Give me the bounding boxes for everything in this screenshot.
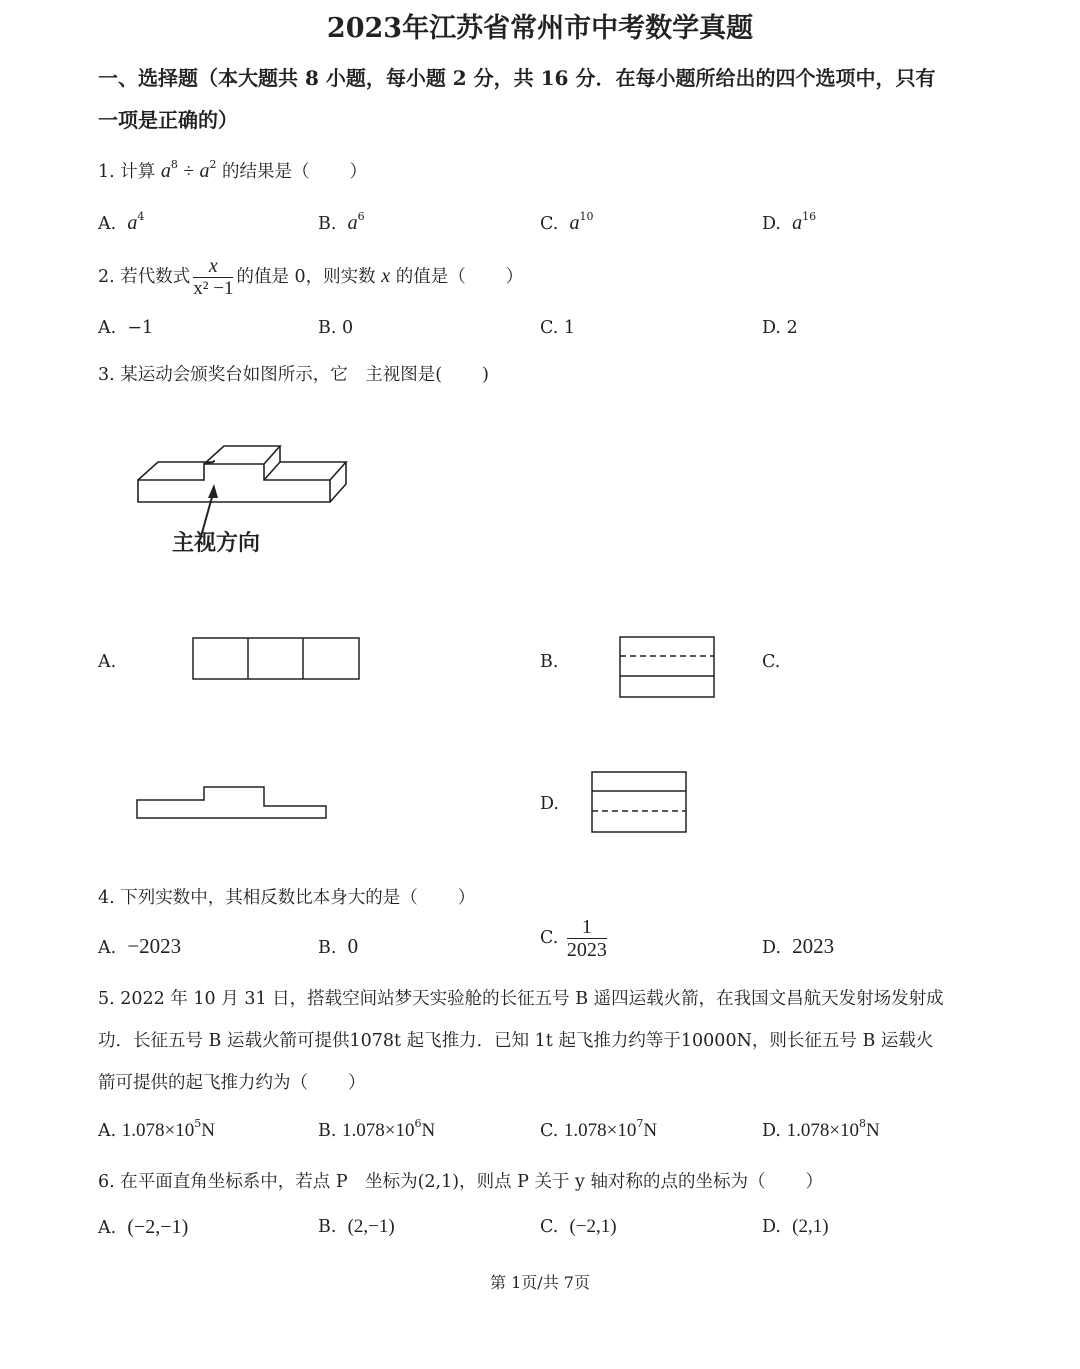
q5-option-b[interactable]: B. $1.078\times 10^6N$ [318,1117,436,1141]
page-footer: 第 1页/共 7页 [490,1273,590,1292]
q4-option-a[interactable]: A. −2023 [98,934,182,958]
q1-option-c[interactable]: C. $a^{10}$ [540,210,594,234]
math-operator: ÷ [183,161,194,182]
q3-option-a-label[interactable]: A. [98,652,117,672]
q4-option-b[interactable]: B. 0 [318,934,359,958]
page-title: 2023年江苏省常州市中考数学真题 [326,13,754,44]
q2-option-a[interactable]: A. −1 [98,318,154,338]
q3-option-d-label[interactable]: D. [540,794,559,814]
q2-option-b[interactable]: B. 0 [318,318,354,338]
q1-option-a[interactable]: A. $a^4$ [98,210,145,234]
question-number: 1. [98,162,115,182]
question-text: ） [349,162,368,182]
q5-option-a[interactable]: A. $1.078\times 10^5N$ [98,1117,215,1141]
q6-option-a[interactable]: A. (−2,−1) [98,1216,189,1238]
question-5-line2: 功．长征五号 B 运载火箭可提供1078t 起飞推力．已知 1t 起飞推力约等于10000N，则长征五号 B 运载火 [98,1031,934,1051]
question-2: 2. 若代数式 $\frac{x}{\text{x² −1}}$ 的值是 0，则实数 x 的值是（ ） [98,255,524,299]
q3-option-b-figure[interactable] [619,636,715,698]
q3-option-b-label[interactable]: B. [540,652,559,672]
question-1 [98,158,367,183]
section-heading-line2: 一项是正确的） [98,108,238,132]
q4-option-d[interactable]: D. 2023 [762,934,835,958]
q2-option-d[interactable]: D. 2 [762,318,798,338]
math-exponent: 2 [209,158,217,172]
question-text: 计算 [120,162,156,182]
podium-figure [130,440,350,530]
question-5-line1: 5. 2022 年 10 月 31 日，搭载空间站梦天实验舱的长征五号 B 遥四运载火箭，在我国文昌航天发射场发射成 [98,989,944,1009]
math-base: a [199,160,210,182]
q2-option-c[interactable]: C. 1 [540,318,576,338]
q6-option-b[interactable]: B. (2,−1) [318,1216,395,1237]
q6-option-c[interactable]: C. (−2,1) [540,1216,617,1237]
q1-option-d[interactable]: D. $a^{16}$ [762,210,817,234]
question-5-line3: 箭可提供的起飞推力约为（ ） [98,1073,366,1093]
question-text: 的结果是（ [222,162,310,182]
q5-option-d[interactable]: D. $1.078\times 10^8N$ [762,1117,880,1141]
q6-option-d[interactable]: D. (2,1) [762,1216,829,1237]
q5-option-c[interactable]: C. $1.078\times 10^7N$ [540,1117,658,1141]
view-direction-label: 主视方向 [172,531,261,556]
question-6: 6. 在平面直角坐标系中，若点 P 坐标为(2,1)，则点 P 关于 y 轴对称的点的坐标为（ ） [98,1172,823,1192]
q3-option-c-figure[interactable] [136,786,328,819]
math-base: a [160,160,171,182]
q3-option-a-figure[interactable] [192,637,360,680]
q4-option-c[interactable]: C. $\frac{1}{2023}$ [540,916,607,961]
q3-option-d-figure[interactable] [591,771,687,833]
math-fraction: $\frac{x}{\text{x² −1}}$ [193,255,234,299]
q3-option-c-label[interactable]: C. [762,652,781,672]
question-4: 4. 下列实数中，其相反数比本身大的是（ ） [98,888,476,908]
question-3: 3. 某运动会颁奖台如图所示，它 主视图是( ) [98,365,489,385]
math-exponent: 8 [170,158,178,172]
section-heading-line1: 一、选择题（本大题共 8 小题，每小题 2 分，共 16 分．在每小题所给出的四个选项中，只有 [98,66,936,90]
q1-option-b[interactable]: B. $a^6$ [318,210,365,234]
